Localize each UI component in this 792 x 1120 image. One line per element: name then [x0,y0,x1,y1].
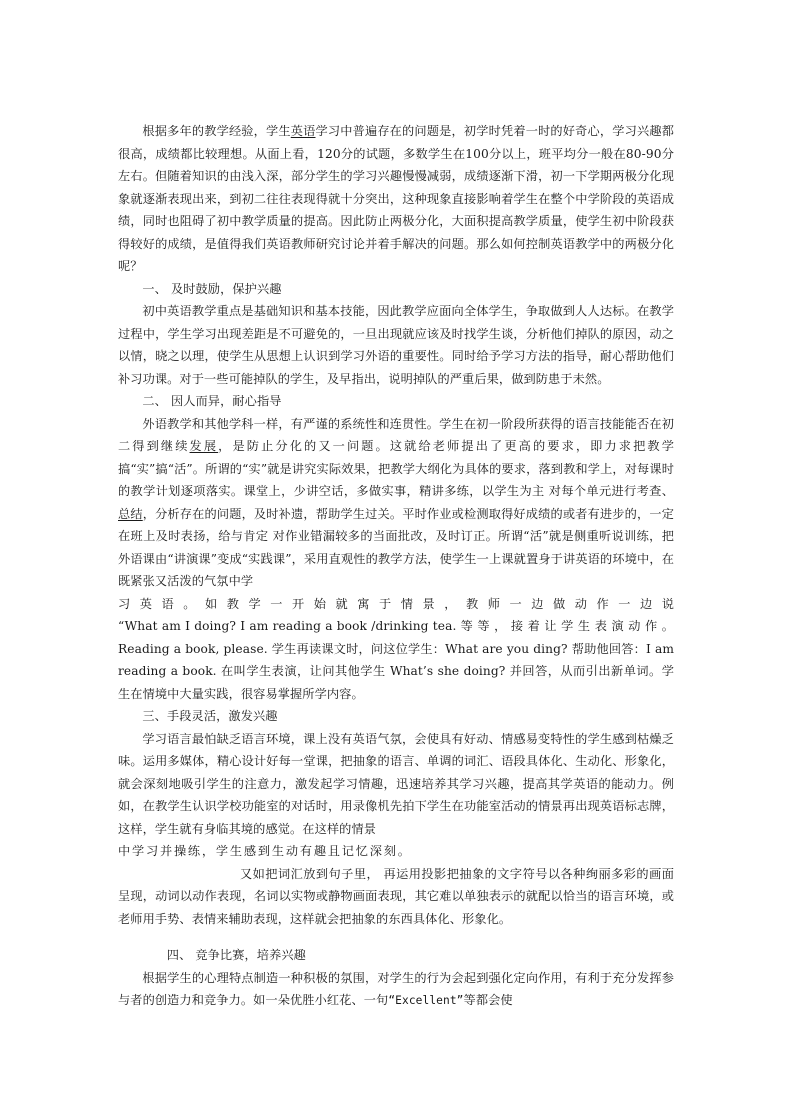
section-2-text-b: ，是防止分化的又一问题。这就给老师提出了更高的要求，即力求把教学搞“实”搞“活”。所谓的“实”就是讲究实际效果，把教学大纲化为具体的要求，落到教和学上，对每课时的教学计划逐项落实。课堂上，少讲空话，多做实事，精讲多练，以学生为主 对每个单元进行考查、 [118,439,675,498]
section-4-heading: 四、 竞争比赛，培养兴趣 [166,948,306,962]
section-2-spaced-line: 习 英 语 。 如 教 学 一 开 始 就 寓 于 情 景 ， 教 师 一 边 做 动 作 一 边 说 [118,596,674,611]
section-4-text-b: 等都会使 [463,993,513,1007]
summary-link[interactable]: 总结 [118,506,143,521]
section-2-text-a: 外语教学和其他学科一样，有严谨的系统性和连贯性。学生在初一阶段所获得的语言技能能否在初二得到继续 [118,416,674,453]
intro-text-start: 根据多年的教学经验，学生 [142,124,291,138]
section-4-paragraph [118,967,674,1013]
section-4-text-a: 根据学生的心理特点制造一种积极的氛围，对学生的行为会起到强化定向作用，有利于充分发挥参与者的创造力和竞争力。如一朵优胜小红花、一句 [118,970,674,1007]
section-2-paragraph [118,413,674,593]
section-1-paragraph: 初中英语教学重点是基础知识和基本技能，因此教学应面向全体学生，争取做到人人达标。在教学过程中，学生学习出现差距是不可避免的，一旦出现就应该及时找学生谈，分析他们掉队的原因，动之以情，晓之以理，使学生从思想上认识到学习外语的重要性。同时给予学习方法的指导，耐心帮助他们补习功课。对于一些可能掉队的学生，及早指出，说明掉队的严重后果，做到防患于未然。 [118,304,674,386]
english-link[interactable]: 英语 [290,124,316,138]
article-body [118,120,674,1013]
section-3-paragraph-2: 又如把词汇放到句子里， 再运用投影把抽象的文字符号以各种绚丽多彩的画面呈现，动词以动作表现，名词以实物或静物画面表现，其它难以单独表示的就配以恰当的语言环境，或老师用手势、表情来辅助表现，这样就会把抽象的东西具体化、形象化。 [118,866,674,926]
excellent-word: “Excellent” [388,994,464,1007]
intro-paragraph [118,120,674,278]
intro-text-rest: 学习中普遍存在的问题是，初学时凭着一时的好奇心，学习兴趣都很高，成绩都比较理想。从面上看，120分的试题，多数学生在100分以上，班平均分一般在80-90分左右。但随着知识的由浅入深，部分学生的学习兴趣慢慢减弱，成绩逐渐下滑，初一下学期两极分化现象就逐渐表现出来，到初二往往表现得就十分突出，这种现象直接影响着学生在整个中学阶段的英语成绩，同时也阻碍了初中教学质量的提高。因此防止两极分化，大面积提高教学质量，使学生初中阶段获得较好的成绩，是值得我们英语教师研究讨论并着手解决的问题。那么如何控制英语教学中的两极分化呢？ [118,124,674,273]
development-link[interactable]: 发展 [189,439,219,453]
section-3-paragraph: 学习语言最怕缺乏语言环境，课上没有英语气氛，会使具有好动、情感易变特性的学生感到枯燥乏味。运用多媒体，精心设计好每一堂课，把抽象的语言、单调的词汇、语段具体化、生动化、形象化，就会深刻地吸引学生的注意力，激发起学习情趣，迅速培养其学习兴趣，提高其学英语的能动力。例如，在教学生认识学校功能室的对话时，用录像机先拍下学生在功能室活动的情景再出现英语标志牌，这样，学生就有身临其境的感觉。在这样的情景 [118,731,674,836]
section-1-heading: 一、 及时鼓励，保护兴趣 [142,281,282,296]
section-3-spaced-line: 中学习并操练，学生感到生动有趣且记忆深刻。 [118,844,412,858]
section-2-dialogue: Reading a book, please. 学生再读课文时，问这位学生：What are you ding? 帮助他回答：I am reading a book. 在叫学生表演，让问其他学生 What’s she doing? 并回答，从而引出新单词。学生在情境中大量实践，很容易掌握所学内容。 [118,641,674,701]
section-3-heading: 三、手段灵活，激发兴趣 [142,709,278,723]
section-2-heading: 二、 因人而异，耐心指导 [142,394,282,408]
section-2-quote-line: “What am I doing? I am reading a book /drinking tea. 等 等 ， 接 着 让 学 生 表 演 动 作 。 [118,619,674,633]
section-gap [118,930,674,944]
section-2-text-c: ，分析存在的问题，及时补遗，帮助学生过关。平时作业或检测取得好成绩的或者有进步的，一定在班上及时表扬，给与肯定 对作业错漏较多的当面批改，及时订正。所谓“活”就是侧重听说训练，把外语课由“讲演课”变成“实践课”，采用直观性的教学方法，使学生一上课就置身于讲英语的环境中，在既紧张又活泼的气氛中学 [118,506,674,588]
